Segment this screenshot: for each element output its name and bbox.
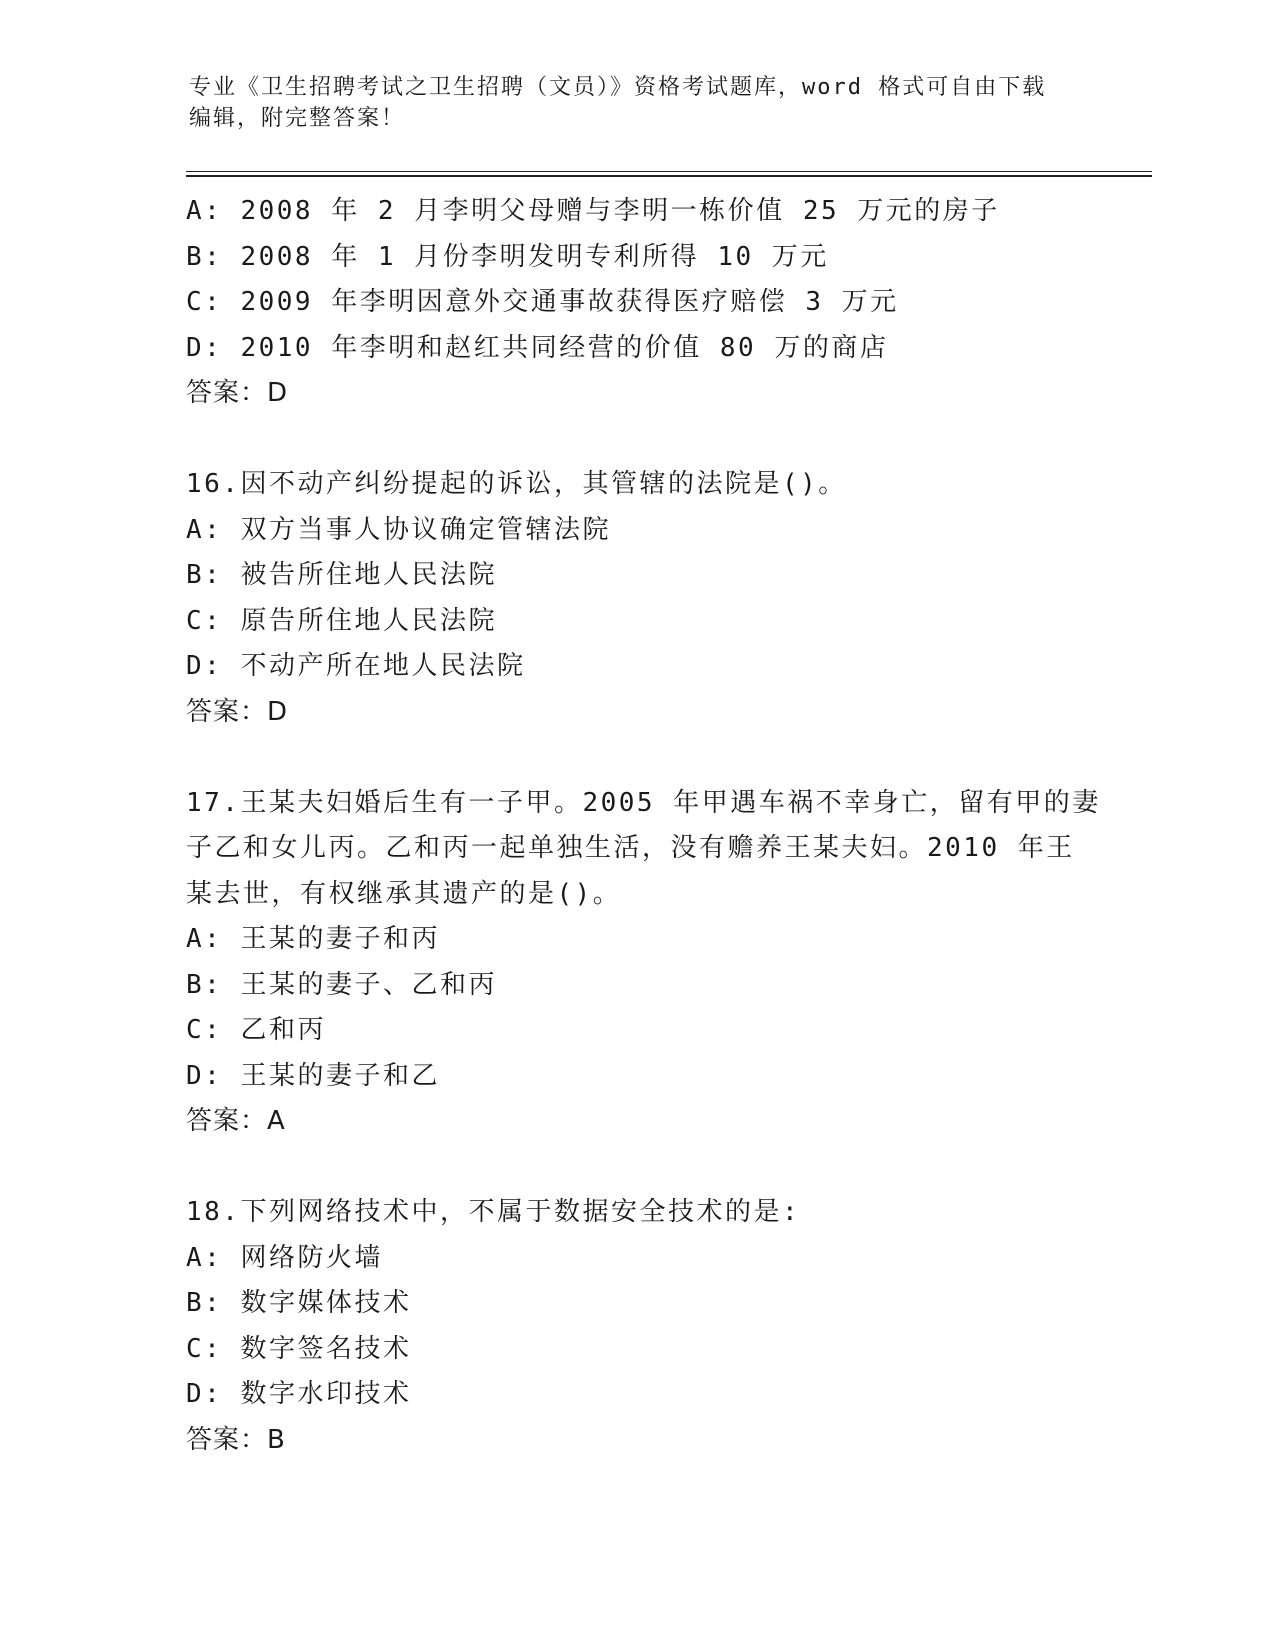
option-d: D: 王某的妻子和乙 [186, 1060, 440, 1091]
option-c: C: 数字签名技术 [186, 1333, 412, 1364]
option-d: D: 不动产所在地人民法院 [186, 651, 526, 681]
option-d: D: 2010 年李明和赵红共同经营的价值 80 万的商店 [186, 332, 889, 363]
question-17 [186, 781, 1106, 1145]
spacer [186, 417, 1106, 463]
header-divider-thick [186, 175, 1152, 177]
option-a: A: 双方当事人协议确定管辖法院 [186, 514, 611, 545]
question-stem-line-2: 子乙和女儿丙。乙和丙一起单独生活，没有赡养王某夫妇。2010 年王 [186, 833, 1075, 863]
answer: 答案：D [186, 696, 289, 727]
question-15 [186, 189, 1106, 417]
header-line-2: 编辑，附完整答案！ [189, 106, 406, 131]
header-line-1: 专业《卫生招聘考试之卫生招聘（文员）》资格考试题库，word 格式可自由下载 [189, 75, 1047, 100]
answer: 答案：B [186, 1424, 286, 1455]
option-b: B: 2008 年 1 月份李明发明专利所得 10 万元 [186, 241, 829, 272]
question-stem-line-1: 17.王某夫妇婚后生有一子甲。2005 年甲遇车祸不幸身亡，留有甲的妻 [186, 787, 1101, 818]
answer: 答案：A [186, 1106, 286, 1136]
option-c: C: 乙和丙 [186, 1015, 326, 1045]
question-stem-line-3: 某去世，有权继承其遗产的是()。 [186, 878, 622, 909]
option-b: B: 被告所住地人民法院 [186, 560, 497, 590]
option-a: A: 2008 年 2 月李明父母赠与李明一栋价值 25 万元的房子 [186, 196, 1000, 226]
question-18 [186, 1190, 1106, 1463]
option-b: B: 王某的妻子、乙和丙 [186, 969, 497, 1000]
spacer [186, 1145, 1106, 1191]
option-d: D: 数字水印技术 [186, 1379, 412, 1409]
spacer [186, 735, 1106, 781]
option-b: B: 数字媒体技术 [186, 1288, 412, 1318]
option-a: A: 网络防火墙 [186, 1242, 383, 1273]
option-a: A: 王某的妻子和丙 [186, 924, 440, 954]
question-stem: 16.因不动产纠纷提起的诉讼，其管辖的法院是()。 [186, 469, 847, 499]
answer: 答案：D [186, 378, 289, 408]
question-16 [186, 462, 1106, 735]
header-divider-thin [186, 171, 1152, 172]
option-c: C: 原告所住地人民法院 [186, 605, 497, 636]
option-c: C: 2009 年李明因意外交通事故获得医疗赔偿 3 万元 [186, 287, 899, 317]
question-list [186, 189, 1106, 1463]
document-header [189, 72, 1089, 134]
question-stem: 18.下列网络技术中，不属于数据安全技术的是: [186, 1197, 801, 1227]
